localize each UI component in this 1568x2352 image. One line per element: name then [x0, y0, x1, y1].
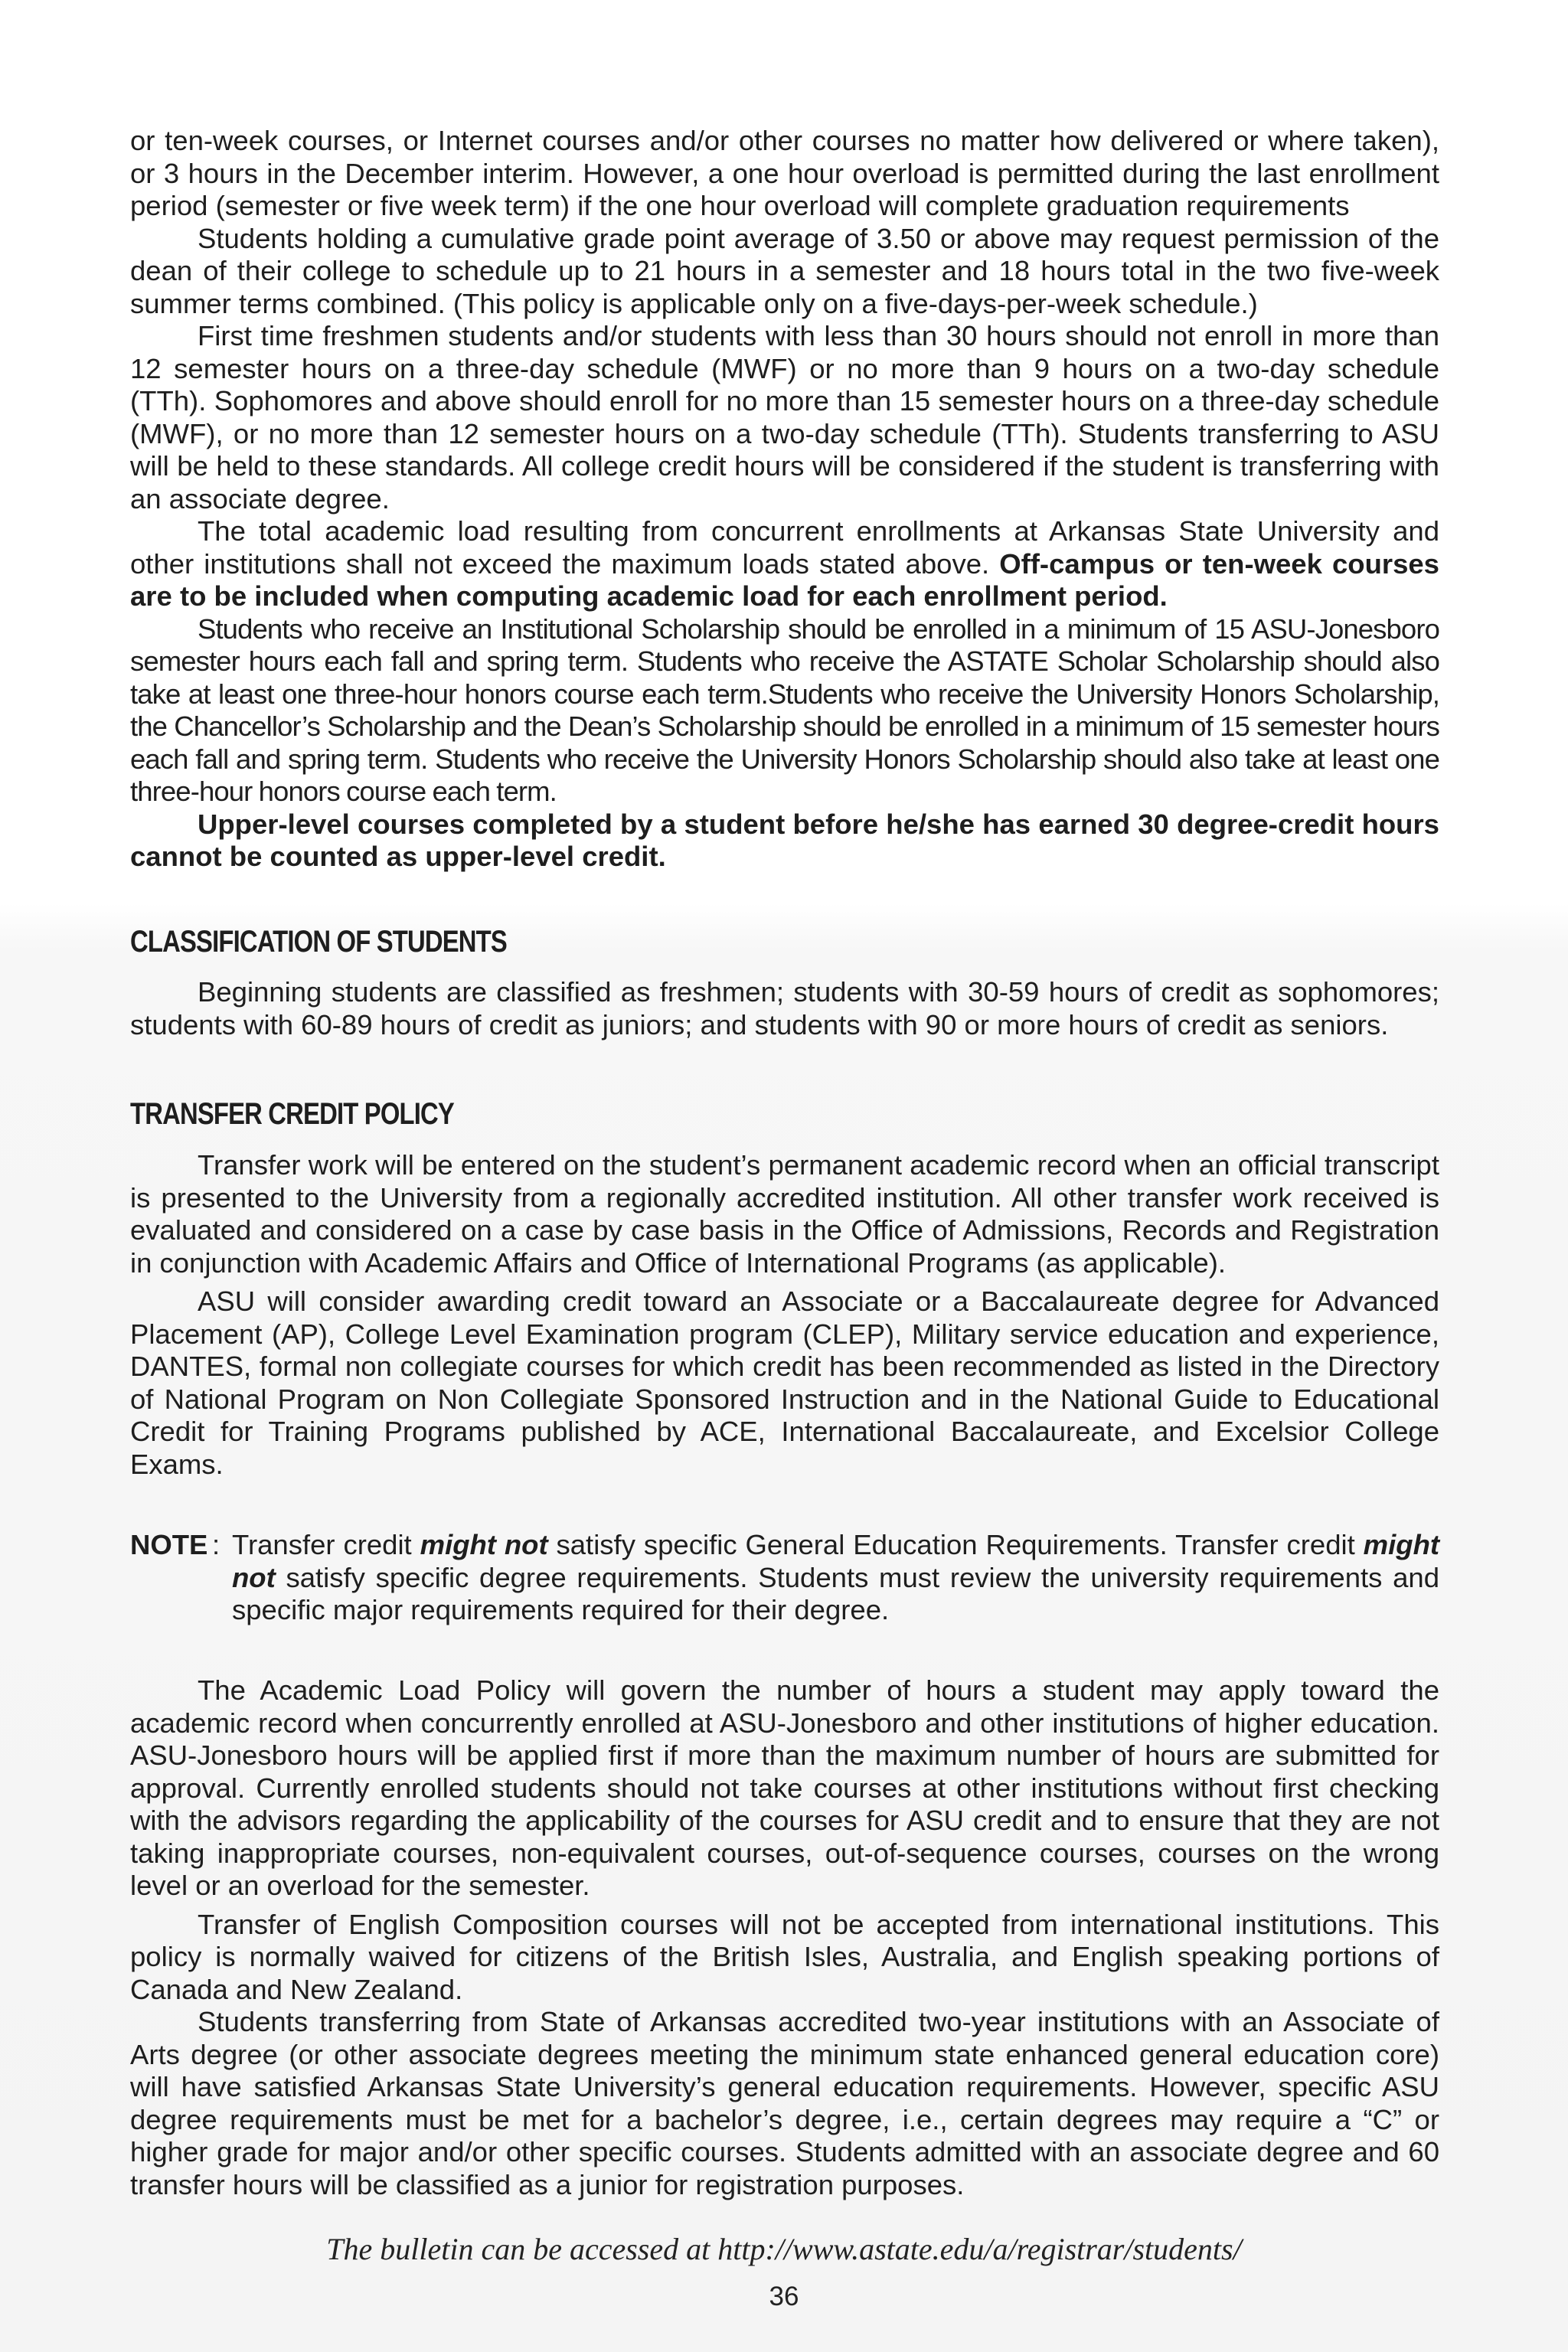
- transfer-paragraph-4: Transfer of English Composition courses will not be accepted from international institutions. This policy is normally waived for citizens of the British Isles, Australia, and English speaking portions of Canada and New Zealand.: [130, 1908, 1439, 2005]
- concurrent-load-text: The total academic load resulting from concurrent enrollments at Arkansas State University and other institutions shall not exceed the maximum loads stated above.: [130, 515, 1439, 580]
- bulletin-footer: The bulletin can be accessed at http://www.astate.edu/a/registrar/students/: [326, 2232, 1242, 2266]
- note-label: NOTE: [130, 1529, 208, 1560]
- page-number: 36: [769, 2282, 799, 2311]
- off-campus-bold-text: Off-campus or ten-week courses are to be included when computing academic load for each enrollment period.: [130, 547, 1439, 612]
- intro-paragraph-6: [130, 808, 1439, 874]
- transfer-section-top: [130, 1149, 1439, 1481]
- classification-paragraph: Beginning students are classified as freshmen; students with 30-59 hours of credit as sophomores; students with 60-89 hours of credit as juniors; and students with 90 or more hours of credit as seniors.: [130, 976, 1439, 1040]
- note-emphasis-2: might not: [232, 1529, 1440, 1593]
- transfer-paragraph-1: Transfer work will be entered on the student’s permanent academic record when an official transcript is presented to the University from a regionally accredited institution. All other transfer work received is evaluated and considered on a case by case basis in the Office of Admissions, Records and Registration in conjunction with Academic Affairs and Office of International Programs (as applicable).: [130, 1149, 1439, 1279]
- transfer-note: [130, 1529, 1439, 1627]
- transfer-paragraph-3: The Academic Load Policy will govern the number of hours a student may apply toward the academic record when concurrently enrolled at ASU-Jonesboro and other institutions of higher education. ASU-Jonesboro hours will be applied first if more than the maximum number of hours are submitted for approval. Currently enrolled students should not take courses at other institutions without first checking with the advisors regarding the applicability of the courses for ASU credit and to ensure that they are not taking inappropriate courses, non-equivalent courses, out-of-sequence courses, courses on the wrong level or an overload for the semester.: [130, 1674, 1439, 1901]
- note-text-3: satisfy specific degree requirements. Students must review the university requirements and specific major requirements required for their degree.: [232, 1561, 1439, 1625]
- transfer-section-bottom: [130, 1674, 1439, 2201]
- note-text-2: satisfy specific General Education Requirements. Transfer credit: [547, 1529, 1364, 1560]
- transfer-paragraph-5: Students transferring from State of Arkansas accredited two-year institutions with an Associate of Arts degree (or other associate degrees meeting the minimum state enhanced general education core) will have satisfied Arkansas State University’s general education requirements. However, specific ASU degree requirements must be met for a bachelor’s degree, i.e., certain degrees may require a “C” or higher grade for major and/or other specific courses. Students admitted with an associate degree and 60 transfer hours will be classified as a junior for registration purposes.: [130, 2006, 1439, 2200]
- note-emphasis-1: might not: [420, 1529, 548, 1560]
- transfer-heading: TRANSFER CREDIT POLICY: [130, 1097, 454, 1131]
- intro-paragraph-3: First time freshmen students and/or students with less than 30 hours should not enroll in more than 12 semester hours on a three-day schedule (MWF) or no more than 9 hours on a two-day schedule (TTh). Sophomores and above should enroll for no more than 15 semester hours on a three-day schedule (MWF), or no more than 12 semester hours on a two-day schedule (TTh). Students transferring to ASU will be held to these standards. All college credit hours will be considered if the student is transferring with an associate degree.: [130, 320, 1439, 514]
- intro-paragraph-4: [130, 515, 1439, 613]
- classification-section: [130, 976, 1439, 1041]
- note-colon: :: [212, 1529, 220, 1560]
- note-body: [232, 1529, 1439, 1627]
- intro-paragraph-2: Students holding a cumulative grade point average of 3.50 or above may request permission of the dean of their college to schedule up to 21 hours in a semester and 18 hours total in the two five-week summer terms combined. (This policy is applicable only on a five-days-per-week schedule.): [130, 222, 1439, 319]
- transfer-paragraph-2: ASU will consider awarding credit toward an Associate or a Baccalaureate degree for Advanced Placement (AP), College Level Examination program (CLEP), Military service education and experience, DANTES, formal non collegiate courses for which credit has been recommended as listed in the Directory of National Program on Non Collegiate Sponsored Instruction and in the National Guide to Educational Credit for Training Programs published by ACE, International Baccalaureate, and Excelsior College Exams.: [130, 1285, 1439, 1480]
- academic-load-section: [130, 125, 1439, 874]
- intro-paragraph-1: or ten-week courses, or Internet courses and/or other courses no matter how delivered or where taken), or 3 hours in the December interim. However, a one hour overload is permitted during the last enrollment period (semester or five week term) if the one hour overload will complete graduation requirements: [130, 125, 1439, 221]
- intro-paragraph-5: Students who receive an Institutional Scholarship should be enrolled in a minimum of 15 ASU-Jonesboro semester hours each fall and spring term. Students who receive the ASTATE Scholar Scholarship should also take at least one three-hour honors course each term.Students who receive the University Honors Scholarship, the Chancellor’s Scholarship and the Dean’s Scholarship should be enrolled in a minimum of 15 semester hours each fall and spring term. Students who receive the University Honors Scholarship should also take at least one three-hour honors course each term.: [130, 612, 1439, 807]
- upper-level-bold-text: Upper-level courses completed by a student before he/she has earned 30 degree-credit hours cannot be counted as upper-level credit.: [130, 808, 1439, 872]
- note-text-1: Transfer credit: [232, 1529, 420, 1560]
- classification-heading: CLASSIFICATION OF STUDENTS: [130, 925, 507, 959]
